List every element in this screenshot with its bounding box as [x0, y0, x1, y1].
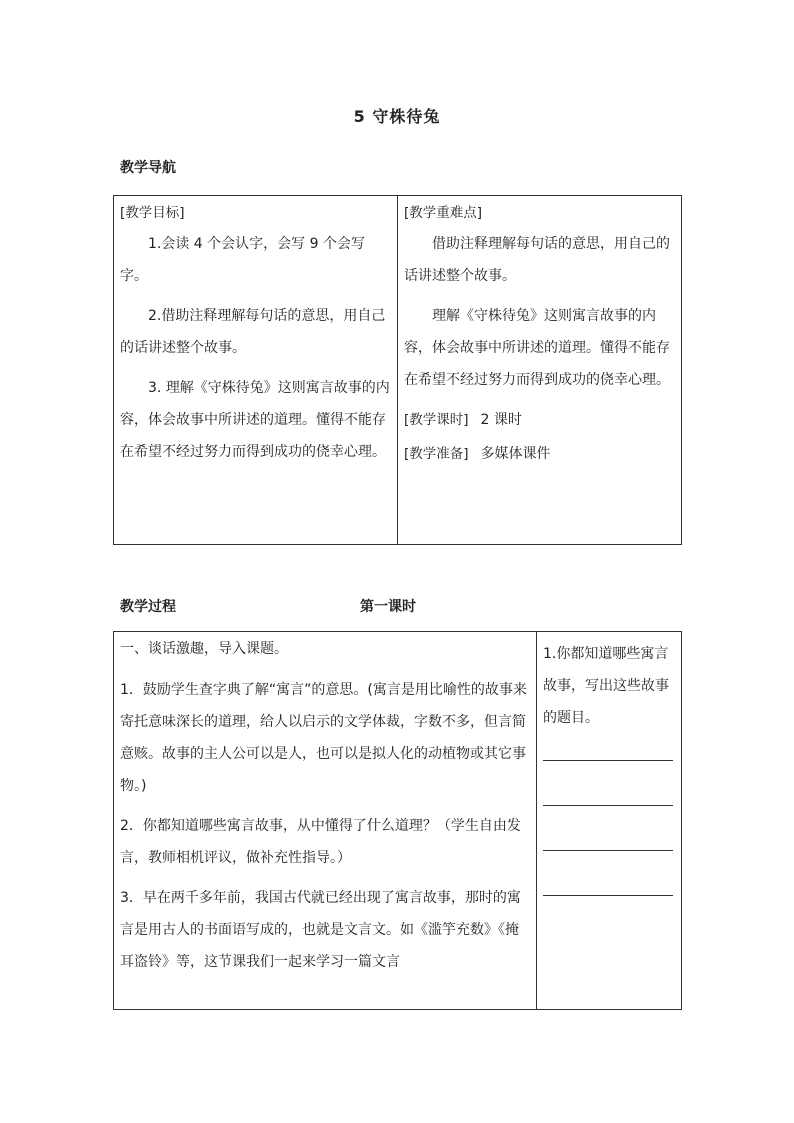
answer-blank[interactable]	[543, 805, 673, 806]
prep-value: 多媒体课件	[480, 446, 551, 462]
sidebar-cell	[537, 632, 682, 1010]
process-heading: 教学过程	[120, 599, 176, 615]
goals-label: [教学目标]	[120, 205, 185, 221]
key-point-1: 借助注释理解每句话的意思，用自己的话讲述整个故事。	[404, 236, 670, 284]
goal-item-2: 2.借助注释理解每句话的意思，用自己的话讲述整个故事。	[120, 308, 386, 356]
prep-row	[404, 438, 675, 470]
guide-heading: 教学导航	[120, 160, 176, 176]
sidebar-prompt: 1.你都知道哪些寓言故事，写出这些故事的题目。	[543, 646, 669, 726]
step-2: 2．你都知道哪些寓言故事，从中懂得了什么道理？（学生自由发言，教师相机评议，做补充性指导。）	[120, 818, 521, 866]
lesson-heading: 第一课时	[360, 599, 416, 615]
process-cell	[114, 632, 537, 1010]
goal-item-1: 1.会读 4 个会认字，会写 9 个会写字。	[120, 236, 365, 284]
goals-cell	[114, 196, 398, 545]
prep-label: [教学准备]	[404, 446, 469, 462]
hours-value: 2 课时	[480, 412, 522, 428]
hours-row	[404, 404, 675, 436]
guide-table	[113, 195, 682, 545]
key-points-label: [教学重难点]	[404, 205, 483, 221]
step-title: 一、谈话激趣，导入课题。	[120, 641, 288, 657]
step-3: 3．早在两千多年前，我国古代就已经出现了寓言故事，那时的寓言是用古人的书面语写成的，也就是文言文。如《滥竽充数》《掩耳盗铃》等，这节课我们一起来学习一篇文言	[120, 890, 521, 970]
process-table	[113, 631, 682, 1010]
answer-blank[interactable]	[543, 760, 673, 761]
answer-blank[interactable]	[543, 850, 673, 851]
page-title: 5 守株待兔	[353, 107, 441, 126]
key-point-2: 理解《守株待兔》这则寓言故事的内容，体会故事中所讲述的道理。懂得不能存在希望不经过努力而得到成功的侥幸心理。	[404, 308, 670, 388]
key-points-cell	[398, 196, 682, 545]
goal-item-3: 3. 理解《守株待兔》这则寓言故事的内容，体会故事中所讲述的道理。懂得不能存在希望不经过努力而得到成功的侥幸心理。	[120, 380, 390, 460]
step-1: 1．鼓励学生查字典了解“寓言”的意思。(寓言是用比喻性的故事来寄托意味深长的道理，给人以启示的文学体裁，字数不多，但言简意赅。故事的主人公可以是人，也可以是拟人化的动植物或其它事物。)	[120, 682, 527, 794]
hours-label: [教学课时]	[404, 412, 469, 428]
answer-blank[interactable]	[543, 895, 673, 896]
